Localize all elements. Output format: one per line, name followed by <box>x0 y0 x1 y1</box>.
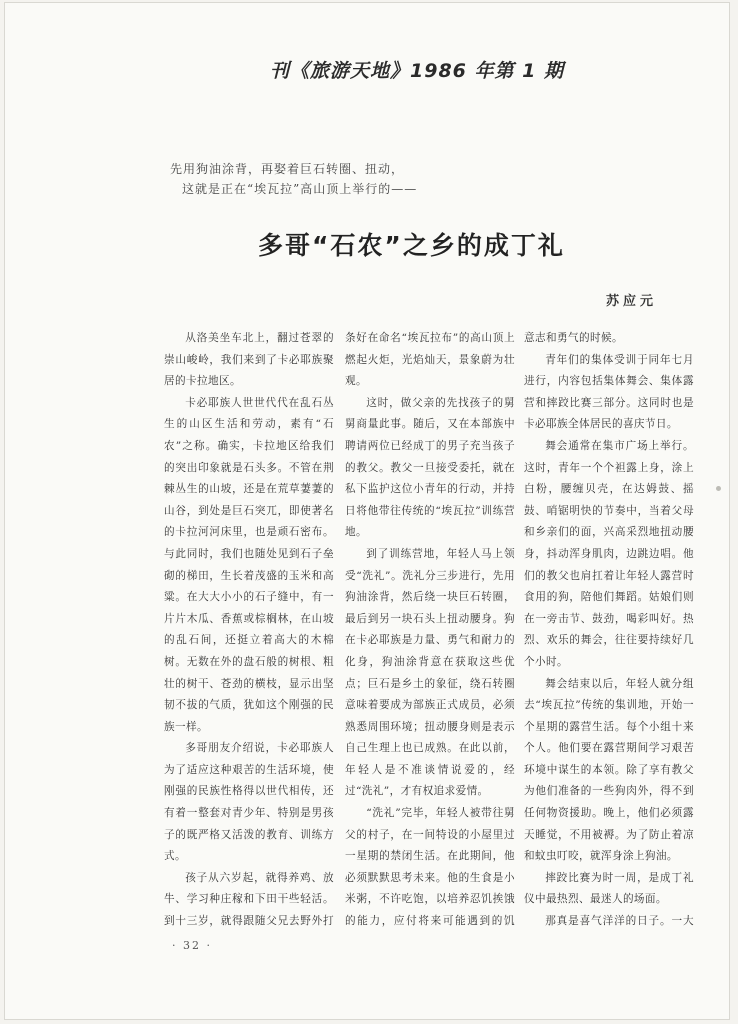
paragraph: 舞会结束以后，年轻人就分组去“埃瓦拉”传统的集训地，开始一个星期的露营生活。每个小组十来个人。他们要在露营期间学习艰苦环境中谋生的本领。除了享有教父为他们准备的一些狗肉外，得不到任何物资援助。晚上，他们必须露天睡觉，不用被褥。为了防止着凉和蚊虫叮咬，就浑身涂上狗油。 <box>524 677 694 863</box>
journal-header: 刊《旅游天地》1986 年第 1 期 <box>270 60 564 82</box>
paragraph: 孩子从六岁起，就得养鸡、放牛、学习种庄稼和下田干些轻活。到十三岁，就得跟随父兄去野外打 <box>164 871 334 928</box>
paragraph: 卡必耶族人世世代代在乱石丛生的山区生活和劳动，素有“石农”之称。确实，卡拉地区给我们的突出印象就是石头多。不管在荆棘丛生的山坡，还是在荒草萋萋的山谷，到处是巨石突兀，即使著名的卡拉河河床里，也是顽石密布。与此同时，我们也随处见到石子垒砌的梯田，生长着茂盛的玉米和高粱。在大大小小的石子缝中，有一片片木瓜、香蕉或棕榈林，在山坡的乱石间，还挺立着高大的木棉树。无数在外的盘石般的树根、粗壮的树干、苍劲的横枝，显示出坚韧不拔的气质，犹如这个刚强的民族一样。 <box>164 396 334 733</box>
paragraph: 舞会通常在集市广场上举行。这时，青年一个个袒露上身，涂上白粉，腰缠贝壳，在达姆鼓、摇鼓、哨锯明快的节奏中，当着父母和乡亲们的面，兴高采烈地扭动腰身，抖动浑身肌肉，边跳边唱。他们的教父也肩扛着让年轻人露营时食用的狗，陪他们舞蹈。姑娘们则在一旁击节、鼓劲，喝彩叫好。热烈、欢乐的舞会，往往要持续好几个小时。 <box>524 439 694 668</box>
text-column-3 <box>524 328 694 928</box>
article-title: 多哥“石农”之乡的成丁礼 <box>258 231 565 260</box>
article-subtitle-line-1: 先用狗油涂背，再娶着巨石转圈、扭动， <box>170 162 405 176</box>
text-column-2 <box>345 328 515 928</box>
text-column-1 <box>164 328 334 928</box>
article-author: 苏应元 <box>606 294 658 309</box>
paragraph: 青年们的集体受训于同年七月进行，内容包括集体舞会、集体露营和摔跤比赛三部分。这同时也是卡必耶族全体居民的喜庆节日。 <box>524 353 694 431</box>
scan-speck <box>716 486 721 491</box>
paragraph: 条好在命名“埃瓦拉布”的高山顶上燃起火炬，光焰灿天，景象蔚为壮观。 <box>345 332 515 388</box>
page-number: · 32 · <box>172 939 212 952</box>
paragraph: 这时，做父亲的先找孩子的舅舅商量此事。随后，又在本部族中聘请两位已经成丁的男子充当孩子的教父。教父一旦接受委托，就在私下监护这位小青年的行动，并持日将他带往传统的“埃瓦拉”训练营地。 <box>345 396 515 539</box>
paragraph: 从洛美坐车北上，翻过苍翠的崇山峻岭，我们来到了卡必耶族聚居的卡拉地区。 <box>164 332 334 388</box>
paragraph: 那真是喜气洋洋的日子。一大 <box>545 915 694 928</box>
article-subtitle-line-2: 这就是正在“埃瓦拉”高山顶上举行的—— <box>182 182 418 196</box>
paragraph: 多哥朋友介绍说，卡必耶族人为了适应这种艰苦的生活环境，使刚强的民族性格得以世代相传，还有着一整套对青少年、特别是男孩子的既严格又活泼的教育、训练方式。 <box>164 742 334 863</box>
paragraph: 意志和勇气的时候。 <box>524 332 623 344</box>
paragraph: “洗礼”完毕，年轻人被带往舅父的村子，在一间特设的小屋里过一星期的禁闭生活。在此期间，他必须默默思考未来。他的生食是小米粥，不许吃饱，以培养忍饥挨饿的能力，应付将来可能遇到的饥 <box>345 807 515 928</box>
paragraph: 摔跤比赛为时一周，是成丁礼仪中最热烈、最迷人的场面。 <box>524 871 694 906</box>
paragraph: 到了训练营地，年轻人马上领受“洗礼”。洗礼分三步进行，先用狗油涂背，然后绕一块巨石转圈，最后到另一块石头上扭动腰身。狗在卡必耶族是力量、勇气和耐力的化身，狗油涂背意在获取这些优点；巨石是乡土的象征，绕石转圈意味着要成为部族正式成员，必须熟悉周围环境；扭动腰身则是表示自己生理上也已成熟。在此以前，年轻人是不准谈情说爱的，经过“洗礼”，才有权追求爱情。 <box>345 547 515 798</box>
